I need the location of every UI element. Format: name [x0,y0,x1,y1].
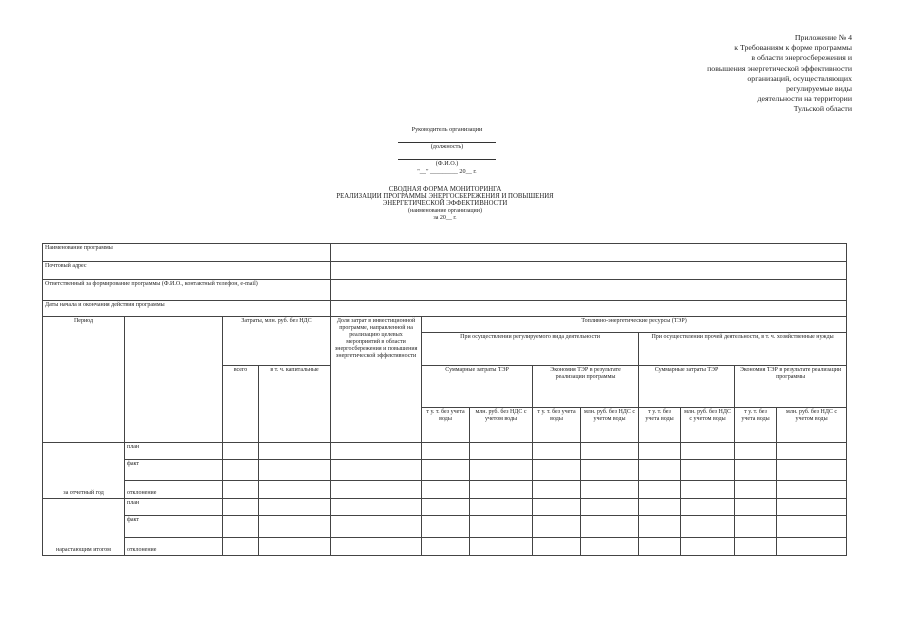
row-label: отклонение [125,538,223,556]
data-cell[interactable] [735,516,777,538]
data-cell[interactable] [777,481,847,499]
header-unit-tut: т у. т. без учета воды [533,408,581,443]
table-row [43,460,847,481]
signature-fio: (Ф.И.О.) [435,160,459,167]
data-cell[interactable] [223,516,259,538]
table-row [43,516,847,538]
header-empty [125,317,223,443]
info-label: Наименование программы [43,244,331,262]
monitoring-table [42,243,847,556]
data-cell[interactable] [331,460,422,481]
data-cell[interactable] [259,538,331,556]
data-cell[interactable] [422,481,470,499]
data-cell[interactable] [223,481,259,499]
data-cell[interactable] [533,538,581,556]
data-cell[interactable] [331,443,422,460]
data-cell[interactable] [735,481,777,499]
header-unit-tut: т у. т. без учета воды [422,408,470,443]
info-label: Почтовый адрес [43,262,331,280]
title-line: РЕАЛИЗАЦИИ ПРОГРАММЫ ЭНЕРГОСБЕРЕЖЕНИЯ И ПОВЫШЕНИЯ [336,193,554,201]
data-cell[interactable] [777,460,847,481]
data-cell[interactable] [223,538,259,556]
data-cell[interactable] [735,460,777,481]
data-cell[interactable] [777,443,847,460]
data-cell[interactable] [259,516,331,538]
appendix-line: организаций, осуществляющих [747,73,852,83]
header-unit-tut: т у. т. без учета воды [735,408,777,443]
data-cell[interactable] [581,481,639,499]
data-cell[interactable] [422,538,470,556]
header-economy: Экономия ТЭР в результате реализации программы [735,366,847,408]
appendix-block [662,33,852,115]
data-cell[interactable] [470,481,533,499]
data-cell[interactable] [581,460,639,481]
header-other: При осуществлении прочей деятельности, в т. ч. хозяйственные нужды [639,333,847,366]
table-row [43,538,847,556]
group-label: нарастающим итогом [43,499,125,556]
data-cell[interactable] [223,443,259,460]
data-cell[interactable] [331,538,422,556]
header-regulated: При осуществлении регулируемого вида деятельности [422,333,639,366]
appendix-line: деятельности на территории [757,94,852,104]
data-cell[interactable] [259,499,331,516]
signature-line [398,151,496,160]
data-cell[interactable] [681,538,735,556]
table-row [43,499,847,516]
data-cell[interactable] [639,516,681,538]
header-sum-costs: Суммарные затраты ТЭР [639,366,735,408]
title-line: СВОДНАЯ ФОРМА МОНИТОРИНГА [388,186,502,193]
data-cell[interactable] [331,499,422,516]
data-cell[interactable] [681,499,735,516]
data-cell[interactable] [639,499,681,516]
row-label: отклонение [125,481,223,499]
signature-line [398,134,496,143]
data-cell[interactable] [470,538,533,556]
data-cell[interactable] [681,443,735,460]
data-cell[interactable] [639,460,681,481]
appendix-line: к Требованиям к форме программы [734,43,852,53]
header-unit-rub: млн. руб. без НДС с учетом воды [777,408,847,443]
data-cell[interactable] [331,481,422,499]
data-cell[interactable] [777,516,847,538]
appendix-line: Тульской области [793,104,852,114]
header-costs: Затраты, млн. руб. без НДС [223,317,331,366]
data-cell[interactable] [681,460,735,481]
report-period: за 20__ г. [433,214,457,221]
header-period: Период [43,317,125,443]
data-cell[interactable] [422,499,470,516]
data-cell[interactable] [259,460,331,481]
document-title [310,186,580,222]
header-ter: Топливно-энергетические ресурсы (ТЭР) [422,317,847,333]
data-cell[interactable] [470,499,533,516]
data-cell[interactable] [470,516,533,538]
data-cell[interactable] [581,516,639,538]
header-unit-rub: млн. руб. без НДС с учетом воды [470,408,533,443]
data-cell[interactable] [777,538,847,556]
data-cell[interactable] [639,443,681,460]
row-label: план [125,443,223,460]
appendix-line: регулируемые виды [786,84,852,94]
table-row [43,481,847,499]
data-cell[interactable] [422,460,470,481]
title-line: ЭНЕРГЕТИЧЕСКОЙ ЭФФЕКТИВНОСТИ [382,200,508,208]
data-cell[interactable] [581,499,639,516]
data-cell[interactable] [223,460,259,481]
row-label: факт [125,460,223,481]
data-cell[interactable] [470,443,533,460]
header-capital: в т. ч. капитальные [259,366,331,443]
info-value[interactable] [331,280,847,301]
signature-block [392,126,502,176]
appendix-line: Приложение № 4 [794,33,852,42]
data-cell[interactable] [639,481,681,499]
data-cell[interactable] [422,443,470,460]
data-cell[interactable] [581,443,639,460]
organization-name-caption: (наименование организации) [408,207,482,214]
header-economy: Экономия ТЭР в результате реализации программы [533,366,639,408]
signature-head: Руководитель организации [411,126,483,133]
row-label: план [125,499,223,516]
data-cell[interactable] [533,460,581,481]
data-cell[interactable] [581,538,639,556]
data-cell[interactable] [533,499,581,516]
info-value[interactable] [331,244,847,262]
data-cell[interactable] [735,443,777,460]
appendix-line: повышения энергетической эффективности [707,63,852,73]
signature-position: (должность) [430,143,464,150]
data-cell[interactable] [681,481,735,499]
row-label: факт [125,516,223,538]
data-cell[interactable] [681,516,735,538]
data-cell[interactable] [735,499,777,516]
signature-date: "__" _________ 20__ г. [417,168,477,175]
data-cell[interactable] [422,516,470,538]
info-label: Даты начала и окончания действия программы [43,301,331,317]
header-unit-rub: млн. руб. без НДС с учетом воды [681,408,735,443]
header-unit-rub: млн. руб. без НДС с учетом воды [581,408,639,443]
info-label: Ответственный за формирование программы (Ф.И.О., контактный телефон, e-mail) [43,280,331,301]
info-value[interactable] [331,262,847,280]
header-unit-tut: т у. т. без учета воды [639,408,681,443]
data-cell[interactable] [259,443,331,460]
data-cell[interactable] [777,499,847,516]
info-value[interactable] [331,301,847,317]
data-cell[interactable] [259,481,331,499]
group-label: за отчетный год [43,443,125,499]
table-row [43,443,847,460]
data-cell[interactable] [223,499,259,516]
header-sum-costs: Суммарные затраты ТЭР [422,366,533,408]
appendix-line: в области энергосбережения и [751,53,852,63]
data-cell[interactable] [331,516,422,538]
header-share: Доля затрат в инвестиционной программе, направленной на реализацию целевых мероприятий в области энергосбережения и повышения энергетической эффективности [331,317,422,443]
data-cell[interactable] [533,481,581,499]
data-cell[interactable] [639,538,681,556]
header-total: всего [223,366,259,443]
data-cell[interactable] [735,538,777,556]
data-cell[interactable] [533,516,581,538]
data-cell[interactable] [470,460,533,481]
data-cell[interactable] [533,443,581,460]
